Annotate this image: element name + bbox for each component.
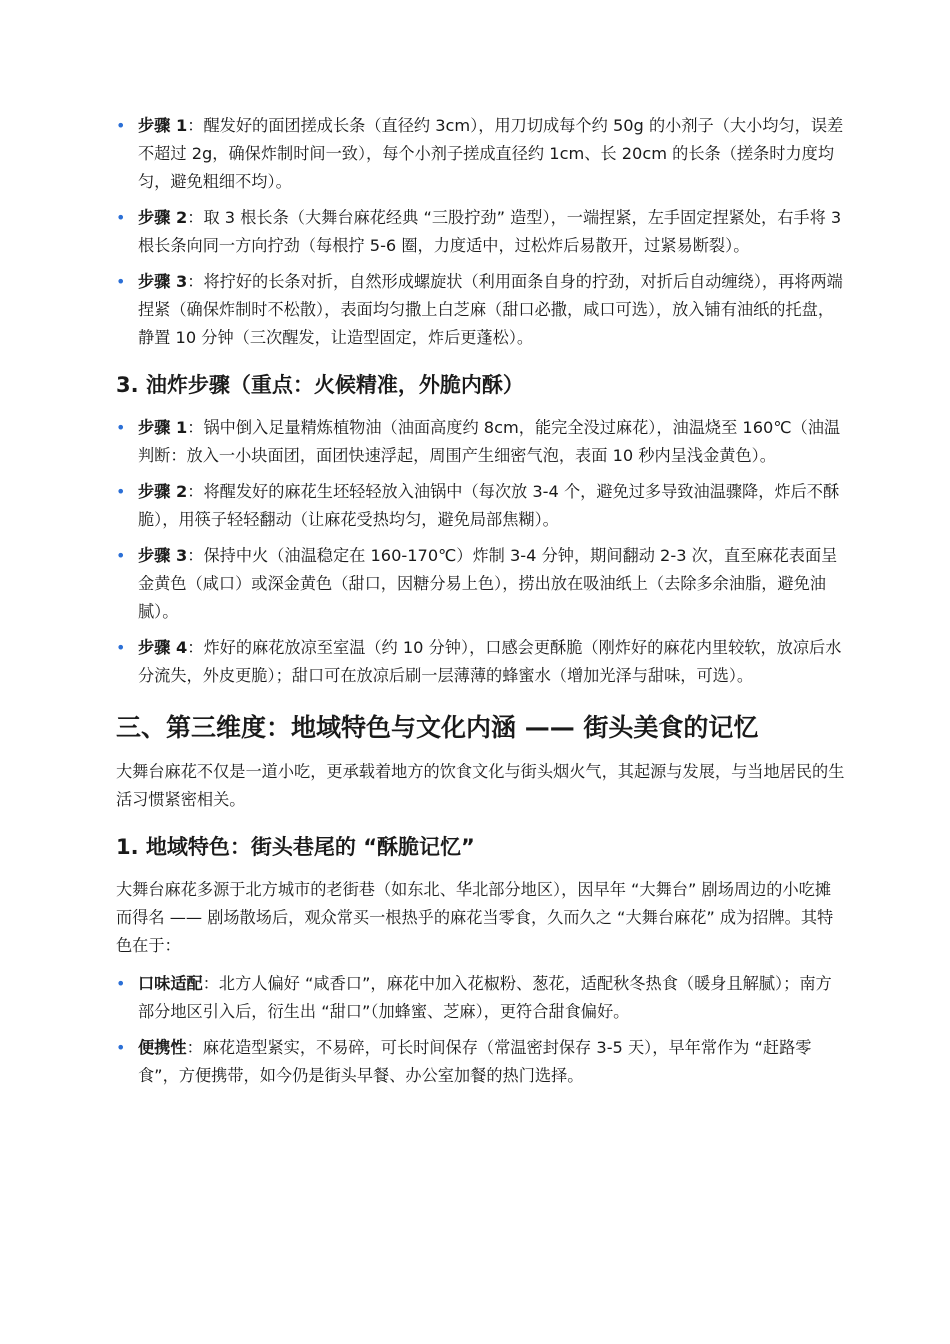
step-label: 步骤 3: [138, 272, 188, 291]
bullet-icon: •: [116, 638, 126, 657]
list-item: [116, 634, 846, 690]
section-three-heading: 三、第三维度：地域特色与文化内涵 —— 街头美食的记忆: [116, 713, 759, 742]
step-text: ：锅中倒入足量精炼植物油（油面高度约 8cm，能完全没过麻花），油温烧至 160℃（油温判断：放入一小块面团，面团快速浮起，周围产生细密气泡，表面 10 秒内呈浅金黄色）。: [138, 418, 841, 465]
section-three-intro: 大舞台麻花不仅是一道小吃，更承载着地方的饮食文化与街头烟火气，其起源与发展，与当地居民的生活习惯紧密相关。: [116, 762, 845, 809]
step-text: ：炸好的麻花放凉至室温（约 10 分钟），口感会更酥脆（刚炸好的麻花内里较软，放凉后水分流失，外皮更脆）；甜口可在放凉后刷一层薄薄的蜂蜜水（增加光泽与甜味，可选）。: [138, 638, 842, 685]
list-item: [116, 112, 846, 196]
bullet-icon: •: [116, 482, 126, 501]
list-item: [116, 970, 846, 1026]
step-label: 步骤 2: [138, 482, 188, 501]
bullet-icon: •: [116, 546, 126, 565]
feature-text: ：麻花造型紧实，不易碎，可长时间保存（常温密封保存 3-5 天），早年常作为 “赶路零食”，方便携带，如今仍是街头早餐、办公室加餐的热门选择。: [138, 1038, 812, 1085]
region-heading: 1. 地域特色：街头巷尾的 “酥脆记忆”: [116, 835, 475, 859]
list-item: [116, 1034, 846, 1090]
step-text: ：保持中火（油温稳定在 160-170℃）炸制 3-4 分钟，期间翻动 2-3 次，直至麻花表面呈金黄色（咸口）或深金黄色（甜口，因糖分易上色），捞出放在吸油纸上（去除多余油脂，避免油腻）。: [138, 546, 838, 621]
bullet-icon: •: [116, 1038, 126, 1057]
frying-steps-list: [116, 414, 846, 690]
region-features-list: [116, 970, 846, 1090]
list-item: [116, 268, 846, 352]
feature-label: 口味适配: [138, 974, 203, 993]
bullet-icon: •: [116, 116, 126, 135]
step-label: 步骤 2: [138, 208, 188, 227]
list-item: [116, 478, 846, 534]
feature-label: 便携性: [138, 1038, 187, 1057]
step-label: 步骤 1: [138, 418, 188, 437]
feature-text: ：北方人偏好 “咸香口”，麻花中加入花椒粉、葱花，适配秋冬热食（暖身且解腻）；南方部分地区引入后，衍生出 “甜口”（加蜂蜜、芝麻），更符合甜食偏好。: [138, 974, 832, 1021]
step-text: ：醒发好的面团搓成长条（直径约 3cm），用刀切成每个约 50g 的小剂子（大小均匀，误差不超过 2g，确保炸制时间一致），每个小剂子搓成直径约 1cm、长 20cm 的长条（搓条时力度均匀，避免粗细不均）。: [138, 116, 844, 191]
frying-heading: 3. 油炸步骤（重点：火候精准，外脆内酥）: [116, 373, 524, 397]
document-content: [116, 112, 846, 1098]
list-item: [116, 204, 846, 260]
bullet-icon: •: [116, 208, 126, 227]
step-text: ：将醒发好的麻花生坯轻轻放入油锅中（每次放 3-4 个，避免过多导致油温骤降，炸后不酥脆），用筷子轻轻翻动（让麻花受热均匀，避免局部焦糊）。: [138, 482, 840, 529]
shaping-steps-list: [116, 112, 846, 352]
bullet-icon: •: [116, 418, 126, 437]
step-label: 步骤 3: [138, 546, 188, 565]
bullet-icon: •: [116, 974, 126, 993]
step-label: 步骤 1: [138, 116, 188, 135]
step-text: ：取 3 根长条（大舞台麻花经典 “三股拧劲” 造型），一端捏紧，左手固定捏紧处，右手将 3 根长条向同一方向拧劲（每根拧 5-6 圈，力度适中，过松炸后易散开，过紧易断裂）。: [138, 208, 842, 255]
list-item: [116, 414, 846, 470]
step-text: ：将拧好的长条对折，自然形成螺旋状（利用面条自身的拧劲，对折后自动缠绕），再将两端捏紧（确保炸制时不松散），表面均匀撒上白芝麻（甜口必撒，咸口可选），放入铺有油纸的托盘，静置 10 分钟（三次醒发，让造型固定，炸后更蓬松）。: [138, 272, 843, 347]
step-label: 步骤 4: [138, 638, 188, 657]
bullet-icon: •: [116, 272, 126, 291]
list-item: [116, 542, 846, 626]
region-intro: 大舞台麻花多源于北方城市的老街巷（如东北、华北部分地区），因早年 “大舞台” 剧场周边的小吃摊而得名 —— 剧场散场后，观众常买一根热乎的麻花当零食，久而久之 “大舞台麻花” 成为招牌。其特色在于：: [116, 880, 834, 955]
